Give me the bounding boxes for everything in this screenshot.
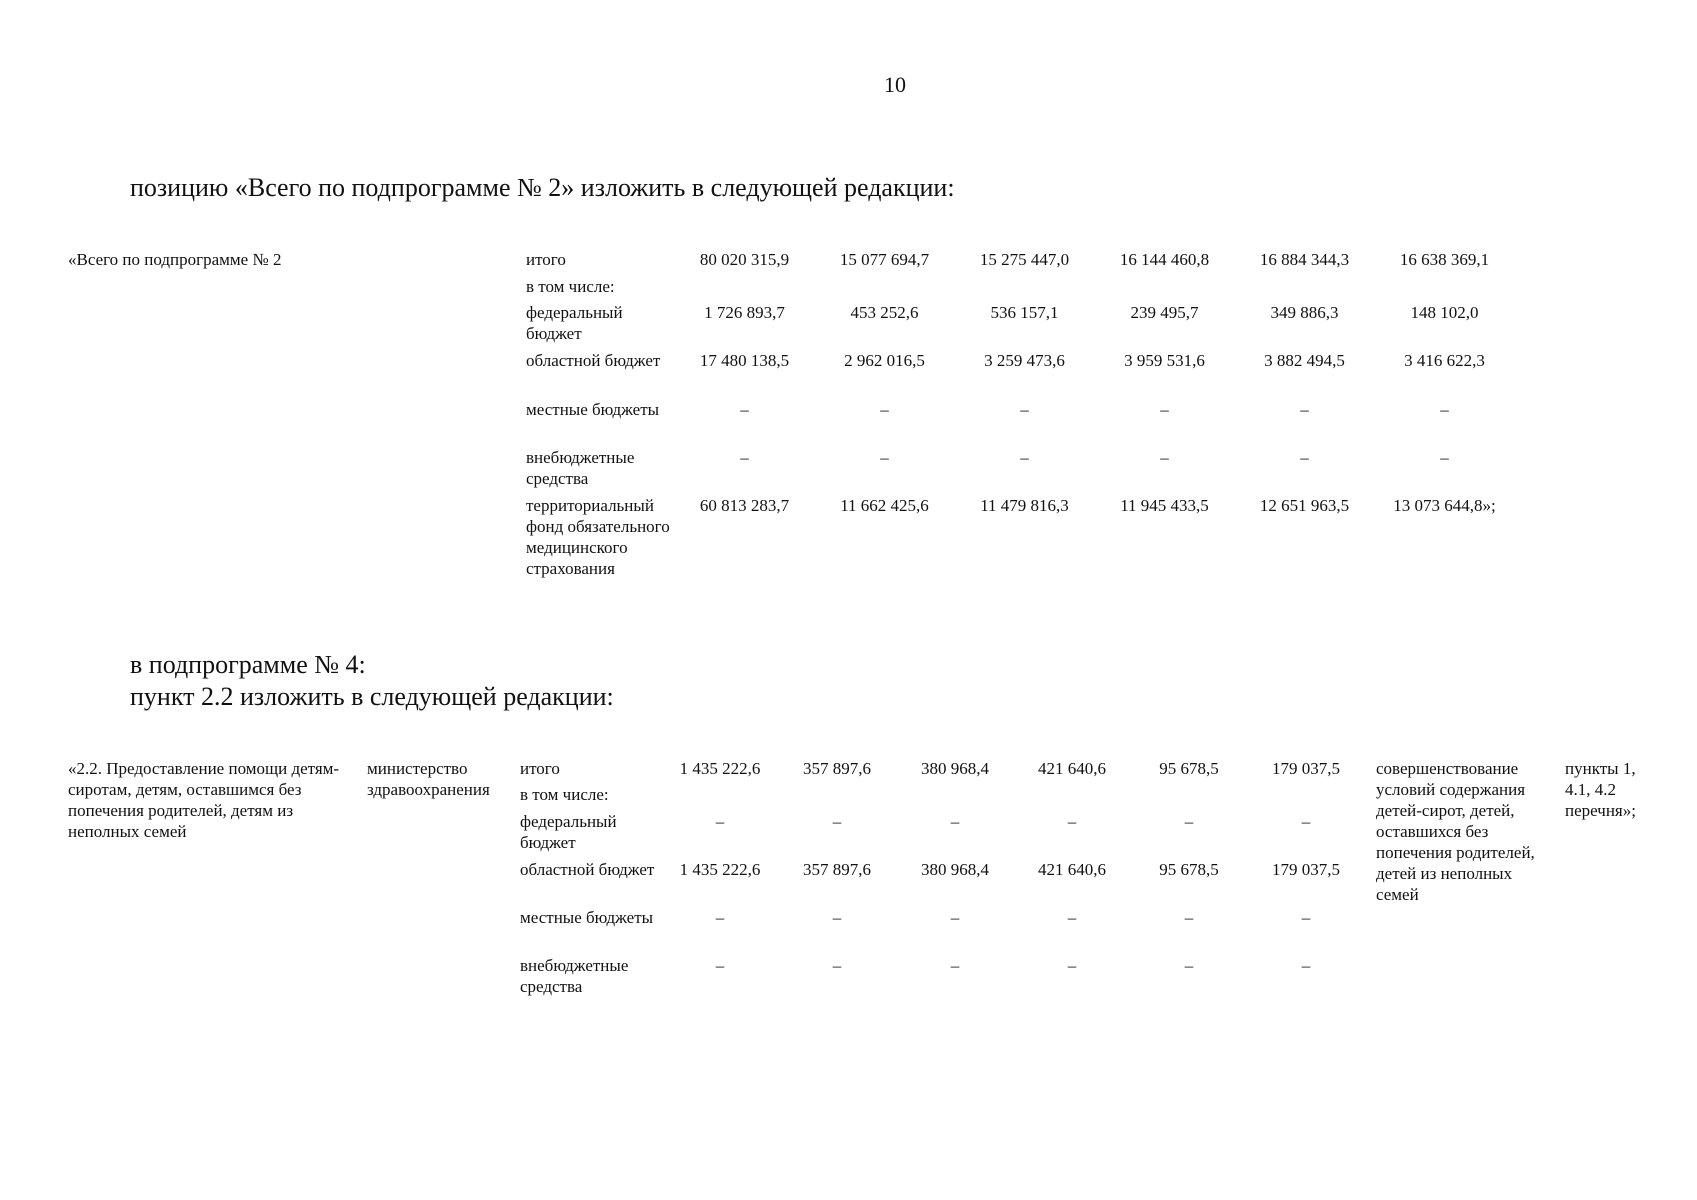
table2-row-label: областной бюджет <box>520 860 655 879</box>
table1-cell: 60 813 283,7 <box>699 496 790 515</box>
table1-cell: 148 102,0 <box>1410 303 1479 322</box>
table1-cell: 239 495,7 <box>1130 303 1199 322</box>
table1-row-label: итого <box>526 250 566 269</box>
table1-cell: 80 020 315,9 <box>699 250 790 269</box>
table1-cell: 11 945 433,5 <box>1120 496 1209 515</box>
table1-cell: – <box>740 400 749 419</box>
table1-cell: – <box>1440 448 1449 467</box>
table1-cell: 15 275 447,0 <box>979 250 1070 269</box>
table2-cell: – <box>950 956 960 975</box>
table1-cell: 16 884 344,3 <box>1259 250 1350 269</box>
table2-cell: 1 435 222,6 <box>679 759 761 778</box>
table1-cell: – <box>1300 448 1309 467</box>
table1-cell: 536 157,1 <box>990 303 1059 322</box>
table2-cell: 95 678,5 <box>1159 759 1219 778</box>
table2-row-label: внебюджетные средства <box>520 956 629 996</box>
table2-cell: – <box>715 812 725 831</box>
table2-cell: – <box>1301 956 1311 975</box>
amendment-heading-1: позицию «Всего по подпрограмме № 2» изложить в следующей редакции: <box>130 173 955 202</box>
table2-row-label: в том числе: <box>520 785 609 804</box>
table1-cell: – <box>1160 400 1169 419</box>
table1-cell: – <box>740 448 749 467</box>
table2-cell: 357 897,6 <box>803 860 871 879</box>
table2-cell: 179 037,5 <box>1272 860 1340 879</box>
table2-cell: – <box>1067 956 1077 975</box>
table1-row-label: в том числе: <box>526 277 615 296</box>
table1-cell: 13 073 644,8»; <box>1393 496 1496 515</box>
table1-row-label: территориальный фонд обязательного медицинского страхования <box>526 496 670 578</box>
table1-cell: – <box>1440 400 1449 419</box>
table1-cell: – <box>1300 400 1309 419</box>
table1-cell: – <box>1160 448 1169 467</box>
table2-cell: – <box>1184 956 1194 975</box>
table2-executor: министерство здравоохранения <box>367 759 490 799</box>
table1-cell: – <box>880 448 889 467</box>
table1-cell: 453 252,6 <box>850 303 919 322</box>
table1-row-label: областной бюджет <box>526 351 661 370</box>
table2-cell: – <box>950 908 960 927</box>
table2-cell: 179 037,5 <box>1272 759 1340 778</box>
table2-reference: пункты 1, 4.1, 4.2 перечня»; <box>1565 759 1636 820</box>
table1-cell: 16 144 460,8 <box>1119 250 1210 269</box>
table2-cell: – <box>832 956 842 975</box>
table2-row-label: федеральный бюджет <box>520 812 617 852</box>
table1-cell: 16 638 369,1 <box>1399 250 1490 269</box>
table2-cell: 421 640,6 <box>1038 860 1106 879</box>
table1-cell: 17 480 138,5 <box>699 351 790 370</box>
table1-cell: 3 959 531,6 <box>1124 351 1205 370</box>
table2-cell: – <box>1184 812 1194 831</box>
table2-cell: – <box>715 908 725 927</box>
table1-row-label: местные бюджеты <box>526 400 660 419</box>
table2-cell: – <box>1301 812 1311 831</box>
table2-cell: 380 968,4 <box>921 759 989 778</box>
table2-title: «2.2. Предоставление помощи детям-сиротам, детям, оставшимся без попечения родителей, детям из неполных семей <box>68 759 340 841</box>
table1-cell: 12 651 963,5 <box>1259 496 1350 515</box>
amendment-heading-3: пункт 2.2 изложить в следующей редакции: <box>130 682 614 711</box>
table2-cell: 95 678,5 <box>1159 860 1219 879</box>
table1-row-label: федеральный бюджет <box>526 303 623 343</box>
table1-cell: 3 416 622,3 <box>1404 351 1485 370</box>
amendment-heading-2: в подпрограмме № 4: <box>130 650 366 679</box>
table2-cell: – <box>1067 812 1077 831</box>
table1-cell: 1 726 893,7 <box>704 303 785 322</box>
table2-expected-result: совершенствование условий содержания детей-сирот, детей, оставшихся без попечения родителей, детей из неполных семей <box>1376 759 1535 904</box>
table1-row-label: внебюджетные средства <box>526 448 635 488</box>
table1-cell: 11 662 425,6 <box>840 496 929 515</box>
table1-cell: – <box>1020 448 1029 467</box>
table2-cell: – <box>832 908 842 927</box>
table2-cell: 380 968,4 <box>921 860 989 879</box>
table1-cell: 349 886,3 <box>1270 303 1339 322</box>
table2-cell: 357 897,6 <box>803 759 871 778</box>
table2-cell: – <box>1301 908 1311 927</box>
table2-cell: – <box>1067 908 1077 927</box>
table2-cell: – <box>715 956 725 975</box>
table1-cell: – <box>880 400 889 419</box>
table2-cell: – <box>832 812 842 831</box>
table1-cell: 2 962 016,5 <box>844 351 925 370</box>
table1-title: «Всего по подпрограмме № 2 <box>68 250 282 269</box>
table1-cell: – <box>1020 400 1029 419</box>
table2-row-label: итого <box>520 759 560 778</box>
page-number: 10 <box>884 72 906 97</box>
table2-row-label: местные бюджеты <box>520 908 654 927</box>
table1-cell: 11 479 816,3 <box>980 496 1069 515</box>
table2-cell: 421 640,6 <box>1038 759 1106 778</box>
table1-cell: 15 077 694,7 <box>839 250 930 269</box>
table2-cell: 1 435 222,6 <box>679 860 761 879</box>
table1-cell: 3 259 473,6 <box>984 351 1065 370</box>
table2-cell: – <box>1184 908 1194 927</box>
table1-cell: 3 882 494,5 <box>1264 351 1345 370</box>
table2-cell: – <box>950 812 960 831</box>
